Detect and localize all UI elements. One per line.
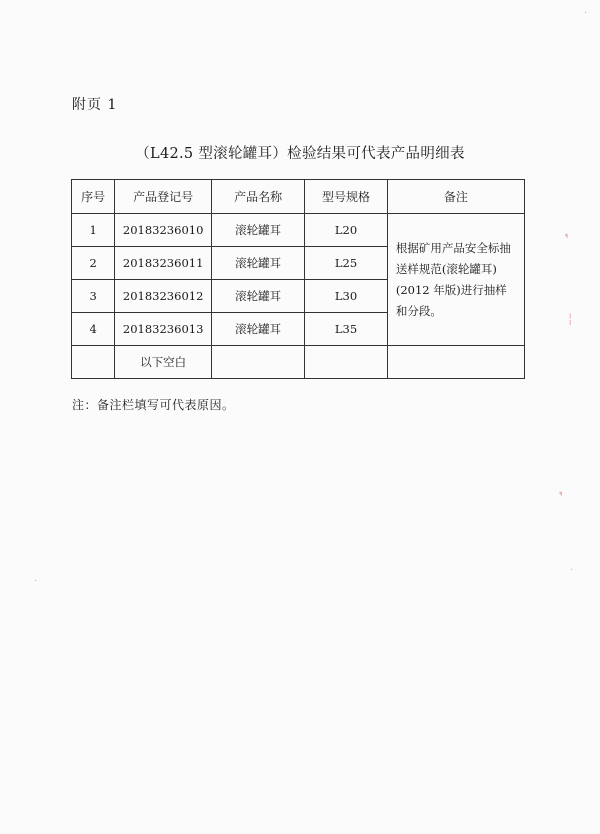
cell-empty — [72, 346, 115, 379]
cell-serial-no: 4 — [72, 313, 115, 346]
header-model-spec: 型号规格 — [305, 180, 388, 214]
cell-serial-no: 2 — [72, 247, 115, 280]
cell-registration-no: 20183236011 — [115, 247, 212, 280]
cell-registration-no: 20183236013 — [115, 313, 212, 346]
header-serial-no: 序号 — [72, 180, 115, 214]
cell-remark: 根据矿用产品安全标抽送样规范(滚轮罐耳)(2012 年版)进行抽样和分段。 — [387, 214, 524, 346]
cell-model-spec: L30 — [305, 280, 388, 313]
cell-model-spec: L35 — [305, 313, 388, 346]
cell-empty — [387, 346, 524, 379]
cell-serial-no: 3 — [72, 280, 115, 313]
cell-registration-no: 20183236012 — [115, 280, 212, 313]
seal-fragment-icon: ¦ — [568, 312, 573, 327]
cell-product-name: 滚轮罐耳 — [211, 313, 304, 346]
scan-speck-icon: · — [584, 8, 588, 19]
table-header-row — [72, 180, 525, 214]
cell-product-name: 滚轮罐耳 — [211, 214, 304, 247]
footnote: 注：备注栏填写可代表原因。 — [72, 398, 235, 412]
cell-product-name: 滚轮罐耳 — [211, 247, 304, 280]
product-detail-table — [71, 179, 525, 379]
seal-fragment-icon: ❜ — [563, 231, 573, 248]
cell-end-marker: 以下空白 — [115, 346, 212, 379]
table-row-end — [72, 346, 525, 379]
cell-registration-no: 20183236010 — [115, 214, 212, 247]
header-registration-no: 产品登记号 — [115, 180, 212, 214]
scan-speck-icon: · — [34, 576, 38, 587]
table-row — [72, 214, 525, 247]
cell-product-name: 滚轮罐耳 — [211, 280, 304, 313]
header-remark: 备注 — [387, 180, 524, 214]
cell-serial-no: 1 — [72, 214, 115, 247]
document-title: （L42.5 型滚轮罐耳）检验结果可代表产品明细表 — [135, 146, 465, 162]
cell-empty — [211, 346, 304, 379]
header-product-name: 产品名称 — [211, 180, 304, 214]
cell-model-spec: L20 — [305, 214, 388, 247]
appendix-label: 附页 1 — [72, 97, 118, 113]
cell-empty — [305, 346, 388, 379]
scan-speck-icon: · — [570, 565, 574, 576]
cell-model-spec: L25 — [305, 247, 388, 280]
seal-fragment-icon: ❜ — [558, 489, 567, 506]
